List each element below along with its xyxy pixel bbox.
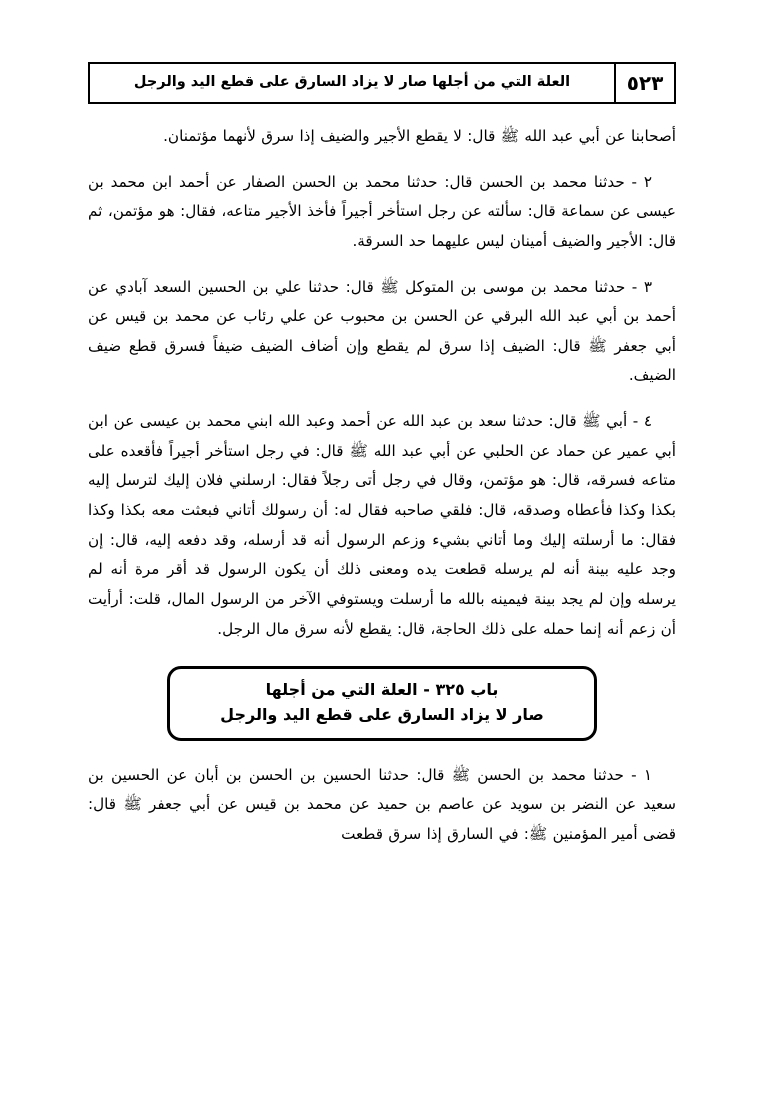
page-number: ٥٢٣ xyxy=(614,64,674,102)
paragraph-hadith-2: ٢ - حدثنا محمد بن الحسن قال: حدثنا محمد بن الحسن الصفار عن أحمد ابن محمد بن عيسى عن سماعة قال: سألته عن رجل استأخر أجيراً فأخذ الأجير متاعه، فقال: هو مؤتمن، ثم قال: الأجير والضيف أمينان ليس عليهما حد السرقة. xyxy=(88,172,676,250)
paragraph-hadith-1-next-chapter: ١ - حدثنا محمد بن الحسن ﷺ قال: حدثنا الحسين بن الحسن بن أبان عن الحسين بن سعيد عن النضر بن سويد عن عاصم بن حميد عن محمد بن قيس عن أبي جعفر ﷺ قال: قضى أمير المؤمنين ﷺ: في السارق إذا سرق قطعت xyxy=(88,765,676,844)
paragraph-hadith-3: ٣ - حدثنا محمد بن موسى بن المتوكل ﷺ قال: حدثنا علي بن الحسين السعد آبادي عن أحمد بن أبي عبد الله البرقي عن الحسن بن محبوب عن علي رئاب عن محمد بن قيس عن أبي جعفر ﷺ قال: الضيف إذا سرق لم يقطع وإن أضاف الضيف ضيفاً فسرق قطع ضيف الضيف. xyxy=(88,277,676,385)
page-content xyxy=(88,122,676,1104)
header-title: العلة التي من أجلها صار لا يزاد السارق على قطع اليد والرجل xyxy=(133,74,571,91)
paragraph-continuation: أصحابنا عن أبي عبد الله ﷺ قال: لا يقطع الأجير والضيف إذا سرق لأنهما مؤتمنان. xyxy=(163,127,676,145)
chapter-heading-line-1: باب ٣٢٥ - العلة التي من أجلها xyxy=(265,680,499,700)
chapter-heading-box xyxy=(167,666,597,741)
paragraph-hadith-4: ٤ - أبي ﷺ قال: حدثنا سعد بن عبد الله عن أحمد وعبد الله ابني محمد بن عيسى عن ابن أبي عمير عن حماد عن الحلبي عن أبي عبد الله ﷺ قال: في رجل استأخر أجيراً فأقعده على متاعه فسرقه، قال: هو مؤتمن، وقال في رجل أتى رجلاً فقال: ارسلني فلان إليك لترسل إليه بكذا وكذا فأعطاه وصدقه، قال: فلقي صاحبه فقال له: أن رسولك أتاني فبعثت معه بكذا وكذا فقال: ما أرسلته إليك وما أتاني بشيء وزعم الرسول أنه قد أرسله، وقد دفعه إليه، قال: إن وجد عليه بينة أنه لم يرسله قطعت يده ومعنى ذلك أن يكون الرسول قد أقر مرة أنه لم يرسله وإن لم يجد بينة فيمينه بالله ما أرسلت ويستوفي الآخر من الرسول المال، قلت: أرأيت أن زعم أنه إنما حمله على ذلك الحاجة، قال: يقطع لأنه سرق مال الرجل. xyxy=(88,412,676,638)
chapter-heading-line-2: صار لا يزاد السارق على قطع اليد والرجل xyxy=(220,705,544,725)
page-header xyxy=(88,62,676,104)
